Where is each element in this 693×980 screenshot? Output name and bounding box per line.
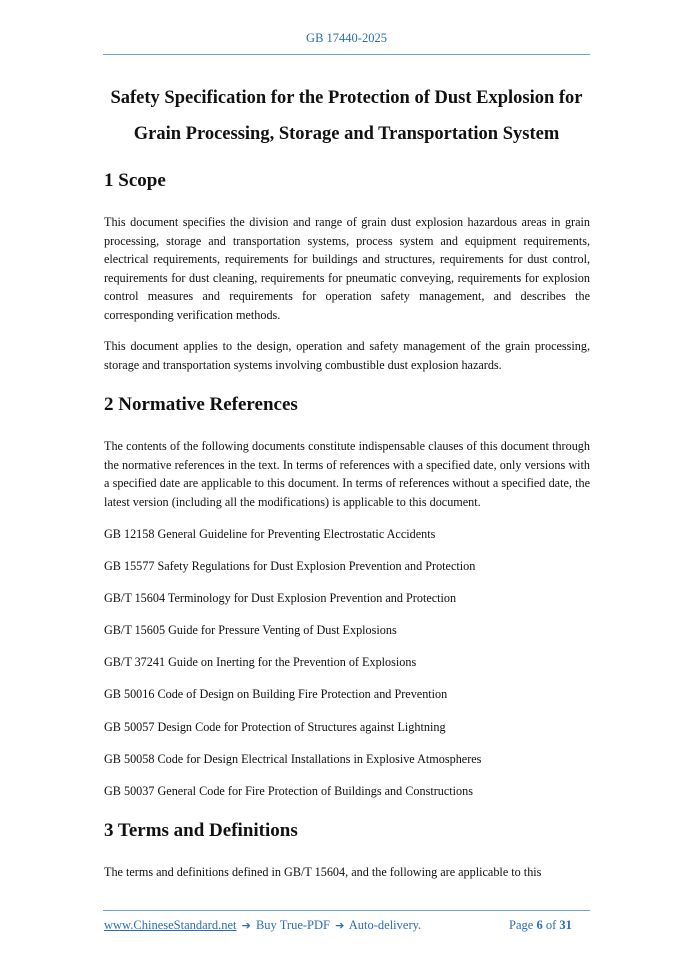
- section-heading-terms-definitions: 3 Terms and Definitions: [104, 820, 298, 841]
- footer-divider: [103, 910, 590, 911]
- total-page-count: 31: [559, 918, 572, 932]
- normative-reference-list: [104, 526, 481, 815]
- chinesestandard-site-link[interactable]: www.ChineseStandard.net: [104, 918, 237, 932]
- buy-true-pdf-text: Buy True-PDF: [255, 918, 330, 932]
- reference-item-gbt-15604: GB/T 15604 Terminology for Dust Explosion Prevention and Protection: [104, 591, 457, 606]
- terms-intro-paragraph: The terms and definitions defined in GB/T 15604, and the following are applicable to this: [104, 865, 542, 879]
- document-title-line-1: Safety Specification for the Protection of Dust Explosion for: [110, 88, 583, 108]
- header-divider: [103, 54, 590, 55]
- footer-promo: [104, 918, 421, 933]
- scope-paragraph-1: This document specifies the division and range of grain dust explosion hazardous areas in grain processing, storage and transportation systems, process system and equipment requirements, electrical requirements, requirements for buildings and structures, requirements for dust control, requirements for dust cleaning, requirements for pneumatic conveying, requirements for explosion control measures and requirements for operation safety management, and describes the corresponding verification methods.: [104, 215, 590, 322]
- arrow-right-icon: ➔: [335, 919, 345, 932]
- page-label: Page: [509, 918, 534, 932]
- page-indicator: [509, 918, 572, 933]
- reference-item-gb-50016: GB 50016 Code of Design on Building Fire Protection and Prevention: [104, 687, 448, 702]
- normative-intro-paragraph: The contents of the following documents constitute indispensable clauses of this document through the normative references in the text. In terms of references with a specified date, only versions with a specified date are applicable to this document. In terms of references without a specified date, the latest version (including all the modifications) is applicable to this document.: [104, 439, 590, 509]
- reference-item-gbt-15605: GB/T 15605 Guide for Pressure Venting of Dust Explosions: [104, 623, 397, 638]
- scope-paragraph-2: This document applies to the design, operation and safety management of the grain processing, storage and transportation systems involving combustible dust explosion hazards.: [104, 339, 590, 372]
- auto-delivery-text: Auto-delivery.: [348, 918, 422, 932]
- of-label: of: [545, 918, 557, 932]
- reference-item-gb-15577: GB 15577 Safety Regulations for Dust Explosion Prevention and Protection: [104, 559, 476, 574]
- reference-item-gb-50058: GB 50058 Code for Design Electrical Installations in Explosive Atmospheres: [104, 751, 482, 766]
- reference-item-gb-12158: GB 12158 General Guideline for Preventing Electrostatic Accidents: [104, 527, 436, 541]
- current-page-number: 6: [536, 918, 543, 932]
- page-header-standard-code: GB 17440-2025: [306, 31, 387, 45]
- reference-item-gbt-37241: GB/T 37241 Guide on Inerting for the Prevention of Explosions: [104, 655, 417, 670]
- arrow-right-icon: ➔: [241, 919, 251, 932]
- document-title: [90, 80, 603, 152]
- reference-item-gb-50057: GB 50057 Design Code for Protection of Structures against Lightning: [104, 719, 446, 734]
- section-heading-normative-references: 2 Normative References: [104, 394, 298, 415]
- section-heading-scope: 1 Scope: [104, 170, 166, 191]
- document-title-line-2: Grain Processing, Storage and Transportation System: [133, 124, 560, 144]
- reference-item-gb-50037: GB 50037 General Code for Fire Protection of Buildings and Constructions: [104, 783, 473, 798]
